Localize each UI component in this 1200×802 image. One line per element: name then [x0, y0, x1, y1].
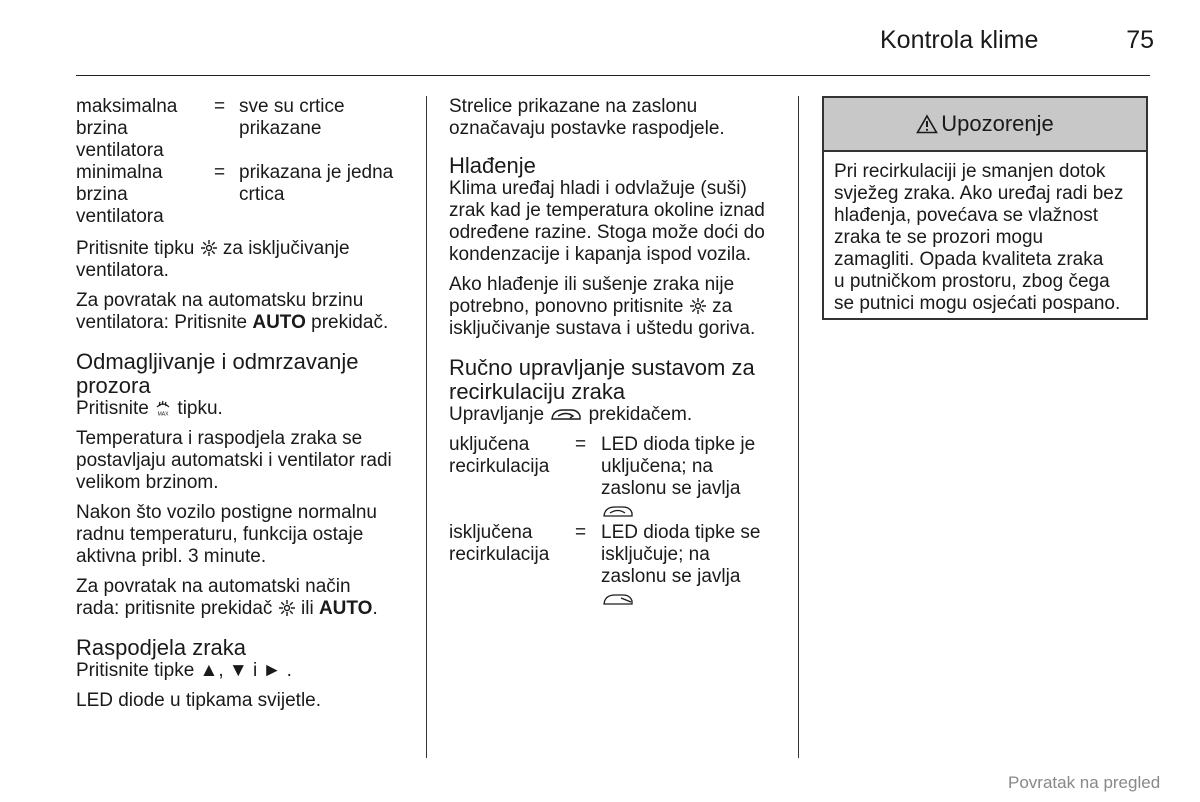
paragraph-defrost-return: Za povratak na automatski način rada: pritisnite prekidač ili AUTO. — [76, 576, 378, 619]
paragraph-defrost-duration: Nakon što vozilo postigne normalnu radnu temperaturu, funkcija ostaje aktivna pribl. 3 minute. — [76, 502, 378, 567]
paragraph-defrost-button: Pritisnite MAX tipku. — [76, 398, 223, 419]
warning-title: Upozorenje — [941, 111, 1054, 136]
warning-header — [824, 98, 1146, 152]
warning-triangle-icon — [916, 114, 938, 134]
column-divider-2 — [798, 96, 799, 758]
defrost-max-icon — [154, 399, 172, 417]
def-equals: = — [575, 434, 587, 455]
heading-distribution: Raspodjela zraka — [76, 635, 246, 660]
def-value: LED dioda tipke je uključena; na zaslonu se javlja — [601, 434, 784, 522]
def-max-fan — [76, 96, 411, 162]
auto-label: AUTO — [318, 598, 373, 619]
paragraph-fan-off: Pritisnite tipku za isključivanje ventilatora. — [76, 238, 350, 281]
auto-label: AUTO — [252, 312, 306, 333]
def-value: LED dioda tipke se isključuje; na zaslonu se javlja — [601, 522, 784, 610]
def-term: maksimalna brzina ventilatora — [76, 96, 178, 161]
heading-recirculation: Ručno upravljanje sustavom za recirkulaciju zraka — [449, 355, 755, 404]
def-term: isključena recirkulacija — [449, 522, 550, 565]
def-equals: = — [214, 96, 226, 117]
fan-icon — [689, 297, 707, 315]
paragraph-cooling: Klima uređaj hladi i odvlažuje (suši) zrak kad je temperatura okoline iznad određene razine. Stoga može doći do kondenzacije i kapanja ispod vozila. — [449, 178, 765, 265]
def-equals: = — [214, 162, 226, 183]
def-min-fan — [76, 162, 411, 228]
paragraph-cooling-off: Ako hlađenje ili sušenje zraka nije potrebno, ponovno pritisnite za isključivanje sustava i uštedu goriva. — [449, 274, 756, 339]
def-term: uključena recirkulacija — [449, 434, 550, 477]
chapter-title: Kontrola klime — [880, 26, 1039, 54]
def-equals: = — [575, 522, 587, 543]
recirculation-on-icon — [601, 500, 635, 520]
page-number: 75 — [1126, 26, 1154, 54]
heading-cooling: Hlađenje — [449, 153, 536, 178]
fan-icon — [200, 239, 218, 257]
paragraph-led: LED diode u tipkama svijetle. — [76, 690, 322, 711]
back-to-overview-link[interactable]: Povratak na pregled — [1008, 773, 1161, 792]
paragraph-recirc-control: Upravljanje prekidačem. — [449, 404, 693, 425]
def-value: prikazana je jedna crtica — [239, 162, 394, 205]
warning-box — [822, 96, 1148, 320]
def-recirc-on — [449, 434, 784, 522]
header-rule — [76, 75, 1150, 76]
def-recirc-off — [449, 522, 784, 610]
column-1 — [76, 96, 411, 720]
warning-text: Pri recirkulaciji je smanjen dotok svježeg zraka. Ako uređaj radi bez hlađenja, povećava se vlažnost zraka te se prozori mogu zamagliti. Opada kvaliteta zraka u putničkom prostoru, zbog čega se putnici mogu osjećati pospano. — [834, 161, 1124, 314]
paragraph-distribution-buttons: Pritisnite tipke ▲, ▼ i ► . — [76, 660, 292, 681]
heading-defrost: Odmagljivanje i odmrzavanje prozora — [76, 349, 359, 398]
fan-icon — [278, 599, 296, 617]
svg-text:MAX: MAX — [157, 411, 169, 417]
def-term: minimalna brzina ventilatora — [76, 162, 164, 227]
def-value: sve su crtice prikazane — [239, 96, 345, 139]
paragraph-arrows: Strelice prikazane na zaslonu označavaju postavke raspodjele. — [449, 96, 725, 139]
paragraph-defrost-auto: Temperatura i raspodjela zraka se postavljaju automatski i ventilator radi velikom brzinom. — [76, 428, 392, 493]
paragraph-auto-fan: Za povratak na automatsku brzinu ventilatora: Pritisnite AUTO prekidač. — [76, 290, 389, 333]
recirculation-icon — [549, 405, 583, 423]
column-divider-1 — [426, 96, 427, 758]
column-2 — [449, 96, 784, 610]
recirculation-off-icon — [601, 588, 635, 608]
